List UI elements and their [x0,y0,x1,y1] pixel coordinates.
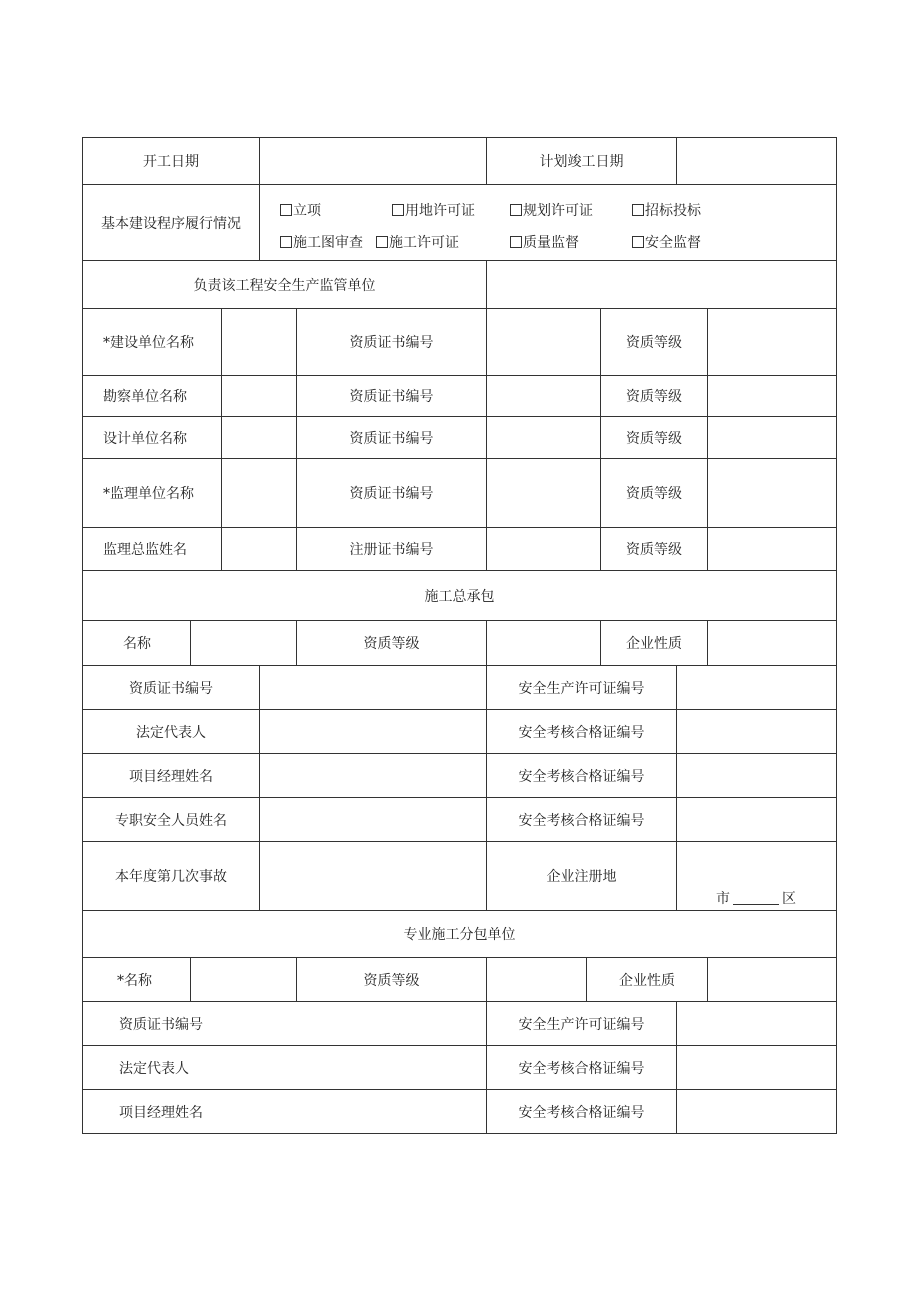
row-gc-pm [83,754,836,798]
option-project-approval[interactable] [280,200,392,220]
supervision-grade-field[interactable] [707,459,836,527]
row-gc-basic [83,621,836,666]
gc-cert-no-label: 资质证书编号 [129,680,213,697]
cert-no-label: 资质证书编号 [296,417,486,458]
gc-grade-field[interactable] [486,621,600,665]
row-sub-legal-rep [83,1046,836,1090]
option-land-use-permit[interactable] [392,200,510,220]
gc-registered-place-field[interactable] [676,842,836,910]
sub-legal-rep-label: 法定代表人 [119,1060,189,1077]
cert-no-label: 资质证书编号 [296,376,486,416]
option-label: 质量监督 [523,235,579,251]
sub-nature-label: 企业性质 [586,958,707,1001]
row-procedure [83,185,836,261]
chief-supervisor-label: 监理总监姓名 [103,542,187,558]
supervision-cert-field[interactable] [486,459,600,527]
option-label: 安全监督 [645,235,701,251]
checkbox-icon[interactable] [510,236,522,248]
row-supervision-unit [83,459,836,528]
sub-nature-field[interactable] [707,958,836,1001]
survey-unit-field[interactable] [221,376,296,416]
procedure-label: 基本建设程序履行情况 [101,215,241,232]
grade-label: 资质等级 [600,309,707,375]
row-gc-legal-rep [83,710,836,754]
cert-no-label: 资质证书编号 [296,309,486,375]
checkbox-icon[interactable] [280,236,292,248]
sub-name-field[interactable] [190,958,296,1001]
chief-supervisor-grade-field[interactable] [707,528,836,570]
survey-cert-field[interactable] [486,376,600,416]
row-sub-cert [83,1002,836,1046]
sub-pm-safety-field[interactable] [676,1090,836,1133]
gc-nature-label: 企业性质 [600,621,707,665]
gc-legal-rep-safety-field[interactable] [676,710,836,753]
district-label: 区 [782,891,796,907]
start-date-field[interactable] [259,138,486,184]
row-chief-supervisor [83,528,836,571]
construction-unit-label: *建设单位名称 [103,335,194,351]
option-label: 立项 [293,203,321,219]
option-label: 施工许可证 [389,235,459,251]
grade-label: 资质等级 [600,528,707,570]
subcontractor-title: 专业施工分包单位 [403,927,516,943]
gc-pm-name-label: 项目经理姓名 [129,768,213,785]
gc-safety-check-label: 安全考核合格证编号 [486,754,676,797]
chief-supervisor-field[interactable] [221,528,296,570]
row-survey-unit [83,376,836,417]
supervisor-unit-field[interactable] [486,261,836,308]
option-label: 施工图审查 [293,235,363,251]
procedure-options-cell [259,185,836,260]
start-date-label: 开工日期 [143,154,199,170]
design-cert-field[interactable] [486,417,600,458]
checkbox-icon[interactable] [510,204,522,216]
planned-finish-field[interactable] [676,138,836,184]
option-label: 招标投标 [645,203,701,219]
gc-safety-check-label: 安全考核合格证编号 [486,798,676,841]
row-construction-unit [83,309,836,376]
sub-legal-rep-safety-field[interactable] [676,1046,836,1089]
gc-cert-no-field[interactable] [259,666,486,709]
reg-cert-no-label: 注册证书编号 [296,528,486,570]
gc-safety-license-label: 安全生产许可证编号 [486,666,676,709]
sub-safety-check-label: 安全考核合格证编号 [486,1090,676,1133]
construction-cert-field[interactable] [486,309,600,375]
general-contractor-title: 施工总承包 [424,588,495,605]
row-gc-cert [83,666,836,710]
survey-grade-field[interactable] [707,376,836,416]
construction-unit-field[interactable] [221,309,296,375]
row-gc-safety-staff [83,798,836,842]
sub-safety-license-field[interactable] [676,1002,836,1045]
city-district-line [716,888,796,908]
row-sub-pm [83,1090,836,1133]
gc-registered-place-label: 企业注册地 [486,842,676,910]
sub-cert-no-label: 资质证书编号 [119,1016,203,1033]
grade-label: 资质等级 [600,376,707,416]
option-label: 规划许可证 [523,203,593,219]
checkbox-icon[interactable] [280,204,292,216]
gc-accident-label: 本年度第几次事故 [115,869,227,885]
construction-grade-field[interactable] [707,309,836,375]
row-gc-accident [83,842,836,911]
sub-safety-check-label: 安全考核合格证编号 [486,1046,676,1089]
option-label: 用地许可证 [405,203,475,219]
checkbox-icon[interactable] [392,204,404,216]
planned-finish-label: 计划竣工日期 [486,138,676,184]
survey-unit-label: 勘察单位名称 [103,389,187,405]
row-sub-basic [83,958,836,1002]
row-general-contractor-header [83,571,836,621]
option-quality-supervision[interactable] [510,232,632,252]
supervision-unit-label: *监理单位名称 [103,486,194,502]
option-safety-supervision[interactable] [632,232,752,252]
sub-grade-field[interactable] [486,958,586,1001]
design-unit-label: 设计单位名称 [103,430,187,447]
option-bidding[interactable] [632,200,752,220]
gc-nature-field[interactable] [707,621,836,665]
project-registration-form [82,137,837,1134]
procedure-options [280,200,752,252]
row-subcontractor-header [83,911,836,958]
checkbox-icon[interactable] [376,236,388,248]
gc-pm-name-field[interactable] [259,754,486,797]
grade-label: 资质等级 [600,459,707,527]
chief-supervisor-cert-field[interactable] [486,528,600,570]
gc-legal-rep-field[interactable] [259,710,486,753]
grade-label: 资质等级 [600,417,707,458]
design-unit-field[interactable] [221,417,296,458]
option-construction-permit[interactable] [376,232,510,252]
district-blank[interactable] [733,904,779,905]
gc-safety-license-field[interactable] [676,666,836,709]
row-safety-supervisor-unit [83,261,836,309]
cert-no-label: 资质证书编号 [296,459,486,527]
gc-legal-rep-label: 法定代表人 [136,724,206,741]
gc-pm-safety-field[interactable] [676,754,836,797]
gc-safety-check-label: 安全考核合格证编号 [486,710,676,753]
row-dates [83,138,836,185]
gc-safety-staff-check-field[interactable] [676,798,836,841]
option-planning-permit[interactable] [510,200,632,220]
gc-name-field[interactable] [190,621,296,665]
gc-accident-field[interactable] [259,842,486,910]
gc-grade-label: 资质等级 [296,621,486,665]
design-grade-field[interactable] [707,417,836,458]
sub-safety-license-label: 安全生产许可证编号 [486,1002,676,1045]
supervisor-unit-label: 负责该工程安全生产监管单位 [193,277,376,294]
row-design-unit [83,417,836,459]
sub-pm-name-label: 项目经理姓名 [119,1104,203,1121]
gc-name-label: 名称 [123,636,151,652]
city-label: 市 [716,891,730,907]
gc-safety-staff-field[interactable] [259,798,486,841]
sub-name-label: *名称 [117,972,152,989]
checkbox-icon[interactable] [632,204,644,216]
supervision-unit-field[interactable] [221,459,296,527]
checkbox-icon[interactable] [632,236,644,248]
gc-safety-staff-label: 专职安全人员姓名 [115,812,227,829]
sub-grade-label: 资质等级 [296,958,486,1001]
